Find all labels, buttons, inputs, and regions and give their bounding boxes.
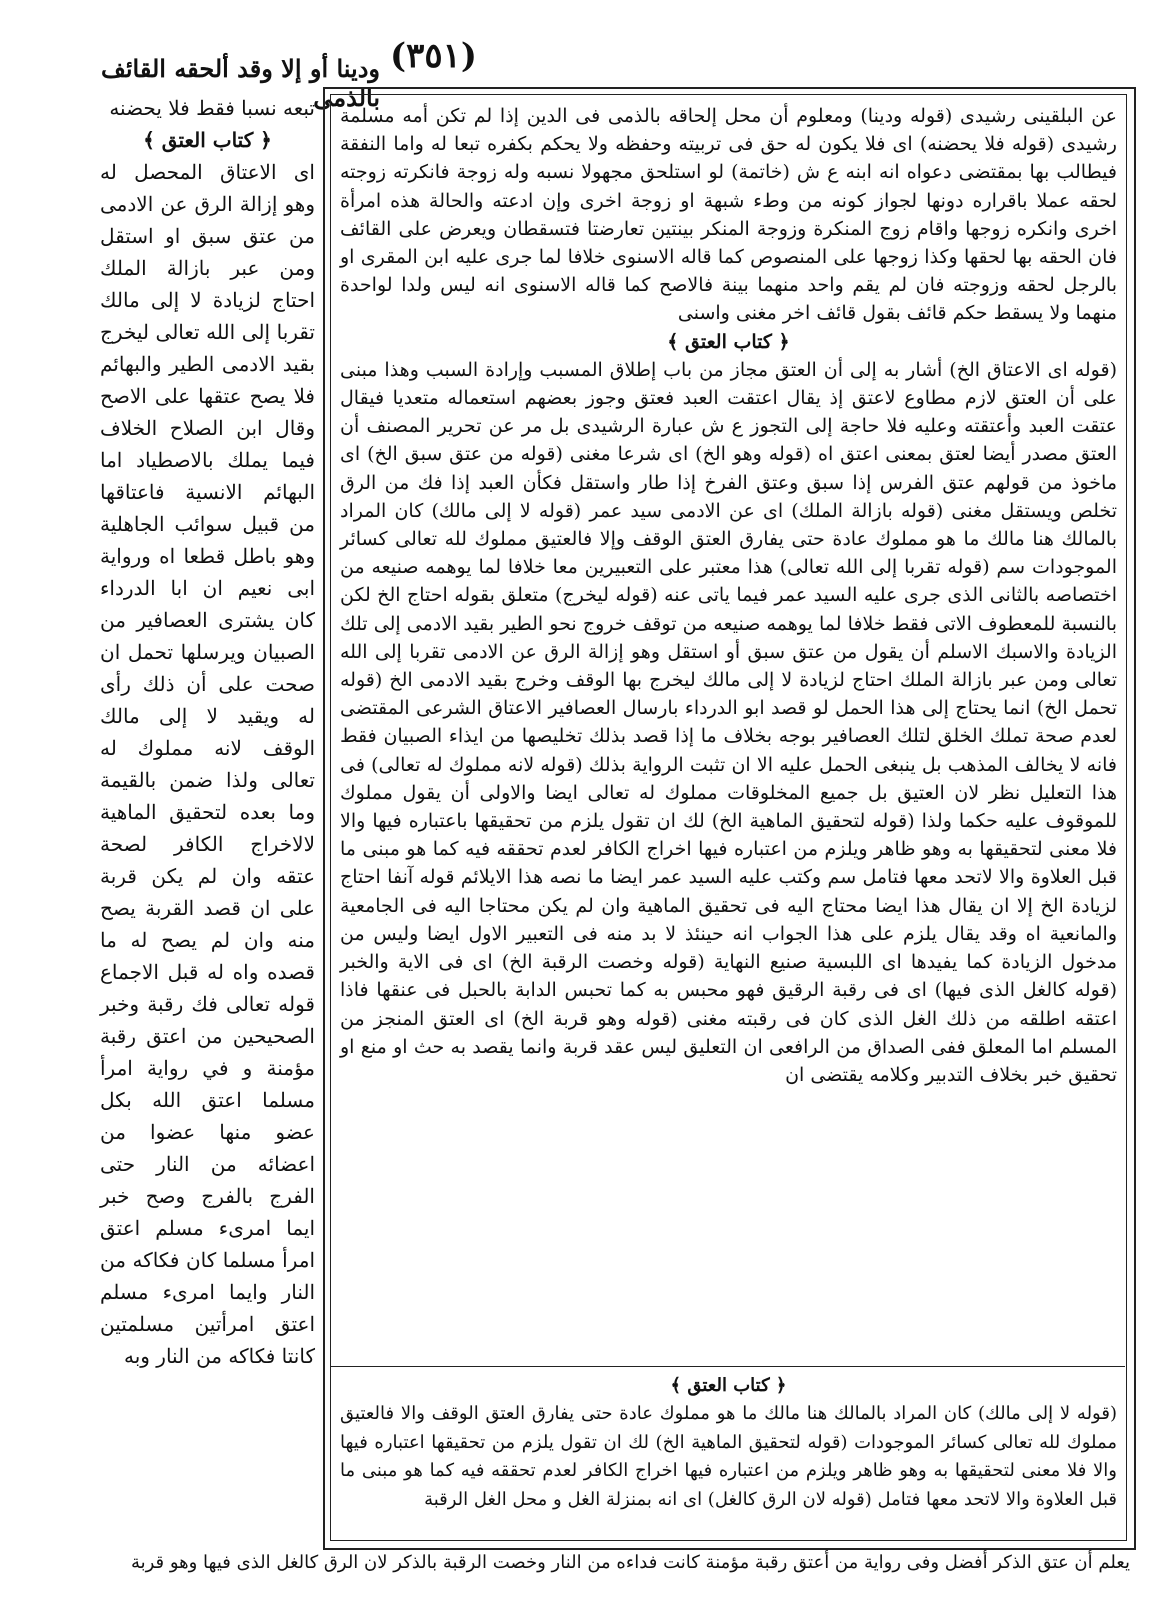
section-divider [330, 1366, 1125, 1367]
bottom-footnote-line: يعلم أن عتق الذكر أفضل وفى رواية من أعتق رقبة مؤمنة كانت فداءه من النار وخصت الرقبة بالذكر لان الرق كالغل الذى فيها وهو قربة [130, 1552, 1130, 1573]
running-title: ودينا أو إلا وقد ألحقه القائف بالذمى [101, 54, 380, 112]
lower-commentary-text: (قوله لا إلى مالك) كان المراد بالمالك هنا مالك ما هو مملوك عادة حتى يفارق العتق الوقف والا فالعتيق مملوك لله تعالى كسائر الموجودات (قوله لتحقيق الماهية الخ) لك ان تقول يلزم من تحقيقها اعتباره فيها والا فلا معنى لتحقيقها به وهو ظاهر ويلزم من اعتباره فيها اخراج الكافر لعدم تحققه فيه كما هو مبنى ما قبل العلاوة والا لاتحد معها فتامل (قوله لان الرق كالغل) اى انه بمنزلة الغل و محل الغل الرقبة [340, 1403, 1117, 1510]
margin-lead: تبعه نسبا فقط فلا يحضنه [109, 96, 315, 120]
margin-main-text [100, 92, 315, 1372]
lower-chapter-heading: ﴿ كتاب العتق ﴾ [670, 1375, 787, 1396]
margin-body: اى الاعتاق المحصل له وهو إزالة الرق عن الادمى من عتق سبق او استقل ومن عبر بازالة الملك احتاج لزيادة لا إلى مالك تقربا إلى الله تعالى ليخرج بقيد الادمى الطير والبهائم فلا يصح عتقها على الاصح وقال ابن الصلاح الخلاف فيما يملك بالاصطياد اما البهائم الانسية فاعتاقها من قبيل سوائب الجاهلية وهو باطل قطعا اه ورواية ابى نعيم ان ابا الدرداء كان يشترى العصافير من الصبيان ويرسلها تحمل ان صحت على أن ذلك رأى له ويقيد لا إلى مالك الوقف لانه مملوك له تعالى ولذا ضمن بالقيمة وما بعده لتحقيق الماهية لالاخراج الكافر لصحة عتقه وان لم يكن قربة على ان قصد القربة يصح منه وان لم يصح له ما قصده واه له قبل الاجماع قوله تعالى فك رقبة وخبر الصحيحين من اعتق رقبة مؤمنة و في رواية امرأ مسلما اعتق الله بكل عضو منها عضوا من اعضائه من النار حتى الفرج بالفرج وصح خبر ايما امرىء مسلم اعتق امرأ مسلما كان فكاكه من النار وايما امرىء مسلم اعتق امرأتين مسلمتين كانتا فكاكه من النار وبه [100, 160, 315, 1368]
commentary-text [340, 102, 1117, 1089]
commentary-paragraph-2: (قوله اى الاعتاق الخ) أشار به إلى أن العتق مجاز من باب إطلاق المسبب وإرادة السبب وهذا مبنى على أن العتق لازم مطاوع لاعتق إذ يقال اعتقت العبد فعتق وجوز بعضهم استعماله متعديا فيقال عتقت العبد وأعتقته وعليه فلا حاجة إلى التجوز ع ش عبارة الرشيدى بل مر عن تحرير المصنف أن العتق مصدر أيضا لعتق بمعنى اعتق اه (قوله وهو الخ) اى شرعا مغنى (قوله من عتق سبق الخ) اى ماخوذ من قولهم عتق الفرس إذا سبق وعتق الفرخ إذا طار واستقل فكأن العبد إذا فك من الرق تخلص ويستقل مغنى (قوله بازالة الملك) اى عن الادمى سيد عمر (قوله لا إلى مالك) كان المراد بالمالك هنا مالك ما هو مملوك عادة حتى يفارق العتق الوقف وإلا فالعتيق مملوك لله تعالى كسائر الموجودات سم (قوله تقربا إلى الله تعالى) هذا معتبر على التعبيرين معا خلافا لما يوهمه صنيعه من اختصاصه بالثانى الذى جرى عليه السيد عمر فيما ياتى عنه (قوله ليخرج) متعلق بقوله احتاج الخ لكن بالنسبة للمعطوف الاتى فقط خلافا لما يوهمه صنيعه من توقف خروج نحو الطير بقيد الادمى إلى تلك الزيادة والاسبك الاسلم أن يقول من عتق سبق أو استقل وهو إزالة الرق عن الادمى تقربا إلى الله تعالى ومن عبر بازالة الملك احتاج لزيادة لا إلى مالك ليخرج بها الوقف وخرج بقيد الادمى الخ (قوله تحمل الخ) انما يحتاج إلى هذا الحمل لو قصد ابو الدرداء بارسال العصافير الاعتاق الشرعى المقتضى لعدم صحة تملك الخلق لتلك العصافير بوجه بخلاف ما إذا قصد بذلك تخليصها من ايذاء الصبيان فقط فانه لا يخالف المذهب بل ينبغى الحمل عليه الا ان تثبت الرواية بذلك (قوله لانه مملوك له تعالى) فى هذا التعليل نظر لان العتيق بل جميع المخلوقات مملوك له تعالى ايضا والاولى أن يقول مملوك للموقوف عليه حكما ولذا (قوله لتحقيق الماهية الخ) لك ان تقول يلزم من تحقيقها باعتباره فيها والا فلا معنى لتحقيقها به وهو ظاهر ويلزم من اعتباره فيها اخراج الكافر لعدم تحققه فيه كما هو مبنى ما قبل العلاوة والا لاتحد معها فتامل سم وكتب عليه السيد عمر ايضا ما نصه هذا الايلائم قوله آنفا احتاج لزيادة الخ إلا ان يقال هذا ايضا محتاج اليه فى تحقيق الماهية وان لم يكن محتاجا اليه فى الجامعية والمانعية اه وقد يقال يلزم على هذا الجواب انه حينئذ لا بد منه فى التعبير الاول ايضا وليس من مدخول الزيادة كما يفيدها اى اللبسية صنيع النهاية (قوله وخصت الرقبة الخ) اى فى الاية والخبر (قوله كالغل الذى فيها) اى فى رقبة الرقيق فهو محبس به كما تحبس الدابة بالحبل فى عنقها فاذا اعتقه اطلقه من ذلك الغل الذى كان فى رقبته مغنى (قوله وهو قربة الخ) اى العتق المنجز من المسلم اما المعلق ففى الصداق من الرافعى ان التعليق ليس عقد قربة وانما يقصد به حث او منع او تحقيق خبر بخلاف التدبير وكلامه يقتضى ان [340, 358, 1118, 1086]
commentary-paragraph-1: عن البلقينى رشيدى (قوله ودينا) ومعلوم أن محل إلحاقه بالذمى فى الدين إذا لم تكن أمه مسلمة رشيدى (قوله فلا يحضنه) اى فلا يكون له حق فى تربيته وحفظه ولا يحكم بكفره تبعا له واما النفقة فيطالب بها بمقتضى دعواه انه ابنه ع ش (خاتمة) لو استلحق مجهولا نسبه وله زوجة فانكرته زوجته لحقه عملا باقراره دونها لجواز كونه من وطء شبهة او زوجة اخرى وإن ادعته والحالة هذه امرأة اخرى وانكره زوجها واقام زوج المنكرة وزوجة المنكر بينتين تعارضتا فتسقطان ويعرض على القائف فان الحقه بها لحقها وكذا زوجها على المنصوص كما قاله الاسنوى خلافا لما جرى عليه ابن المقرى او بالرجل لحقه وزوجته فان لم يقم واحد منهما بينة فالاصح كما قاله الاسنوى انه ليس ولدا لواحدة منهما ولا يسقط حكم قائف بقول قائف اخر مغنى واسنى [340, 105, 1117, 325]
lower-commentary-box [340, 1372, 1117, 1514]
page-number: (٣٥١) [390, 36, 477, 76]
margin-chapter-heading: ﴿ كتاب العتق ﴾ [143, 128, 272, 152]
commentary-chapter-heading: ﴿ كتاب العتق ﴾ [667, 330, 790, 353]
